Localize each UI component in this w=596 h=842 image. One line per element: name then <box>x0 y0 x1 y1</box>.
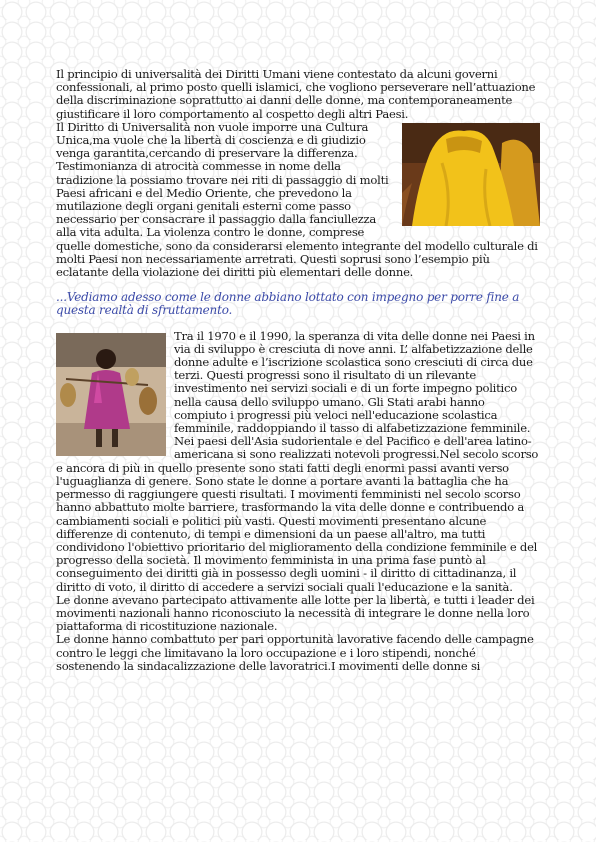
paragraph-lotte-liberta: Le donne avevano partecipato attivamente alle lotte per la libertà, e tutti i leader dei movimenti nazionali hanno riconosciuto la necessità di integrare le donne nella loro piattaforma di ricostituzione nazionale. <box>56 592 535 634</box>
photo-woman-carrying-bundles <box>56 333 166 456</box>
paragraph-speranza-vita: Tra il 1970 e il 1990, la speranza di vita delle donne nei Paesi in via di sviluppo è cresciuta di nove anni. L’ alfabetizzazione delle donne adulte e l’iscrizione scolastica sono cresciuti di circa due terzi. Questi progressi sono il risultato di un rilevante investimento nei servizi sociali e di un forte impegno politico nella causa dello sviluppo umano. Gli Stati arabi hanno compiuto i progressi più veloci nell'educazione scolastica femminile, raddoppiando il tasso di alfabetizzazione femminile. Nei paesi dell'Asia sudorientale e del Pacifico e dell'area latino-americana si sono realizzati notevoli progressi.Nel secolo scorso e ancora di più in quello presente sono stati fatti degli enormi passi avanti verso l'uguaglianza di genere. Sono state le donne a portare avanti la battaglia che ha permesso di raggiungere questi risultati. I movimenti femministi nel secolo scorso hanno abbattuto molte barriere, trasformando la vita delle donne e contribuendo a cambiamenti sociali e politici più vasti. Questi movimenti presentano alcune differenze di contenuto, di tempi e dimensioni da un paese all'altro, ma tutti condividono l'obiettivo prioritario del miglioramento della condizione femminile e del progresso della società. Il movimento femminista in una prima fase puntò al conseguimento dei diritti già in possesso degli uomini - il diritto di cittadinanza, il diritto di voto, il diritto di accedere a servizi sociali quali l'educazione e la sanità. <box>56 328 539 594</box>
paragraph-pari-opportunita: Le donne hanno combattuto per pari opportunità lavorative facendo delle campagne contro le leggi che limitavano la loro occupazione e i loro stipendi, nonché sostenendo la sindacalizzazione delle lavoratrici.I movimenti delle donne si <box>56 632 534 673</box>
photo-women-burqa <box>402 123 540 226</box>
quote-vediamo: ...Vediamo adesso come le donne abbiano lottato con impegno per porre fine a questa realtà di sfruttamento. <box>56 290 520 318</box>
document-page <box>56 68 540 673</box>
paragraph-universalita: Il principio di universalità dei Diritti Umani viene contestato da alcuni governi confessionali, al primo posto quelli islamici, che vogliono perseverare nell’attuazione della discriminazione soprattutto ai danni delle donne, ma contemporaneamente giustificare il loro comportamento al cospetto degli altri Paesi. <box>56 67 536 121</box>
paragraph-diritto-universalita: Il Diritto di Universalità non vuole imporre una Cultura Unica,ma vuole che la libertà di coscienza e di giudizio venga garantita,cercando di preservare la differenza. Testimonianza di atrocità commesse in nome della tradizione la possiamo trovare nei riti di passaggio di molti Paesi africani e del Medio Oriente, che prevedono la mutilazione degli organi genitali esterni come passo necessario per consacrare il passaggio dalla fanciullezza alla vita adulta. La violenza contro le donne, comprese quelle domestiche, sono da considerarsi elemento integrante del modello culturale di molti Paesi non necessariamente arretrati. Questi soprusi sono l’esempio più eclatante della violazione dei diritti più elementari delle donne. <box>56 119 538 280</box>
